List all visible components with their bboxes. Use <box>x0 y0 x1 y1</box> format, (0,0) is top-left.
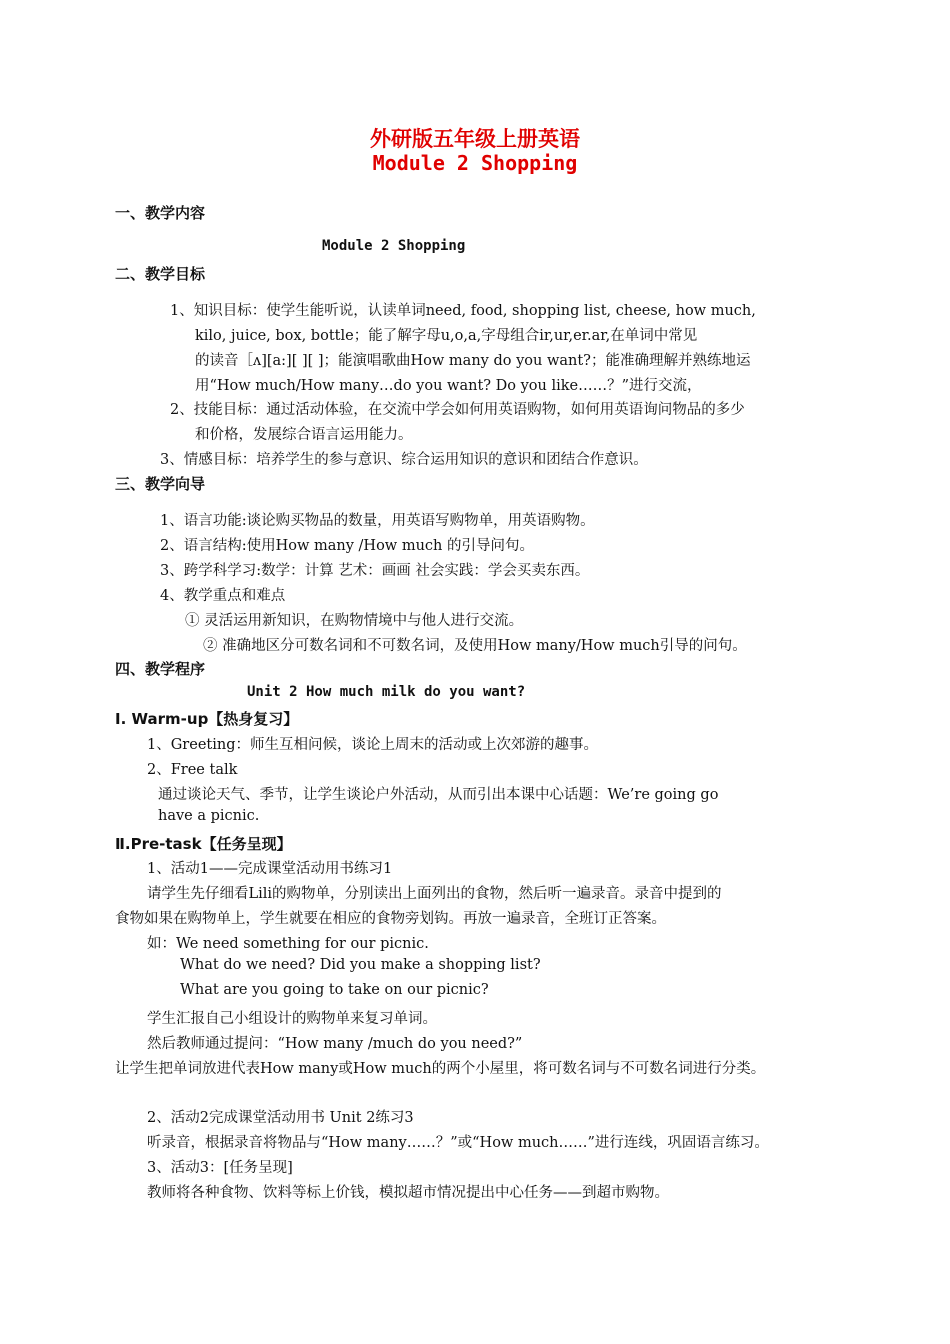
pretask-line: 如：We need something for our picnic. <box>147 936 429 952</box>
part-heading-pretask: Ⅱ.Pre-task【任务呈现】 <box>115 835 292 853</box>
unit-title: Unit 2 How much milk do you want? <box>247 684 526 700</box>
goal-line: 3、情感目标：培养学生的参与意识、综合运用知识的意识和团结合作意识。 <box>160 452 648 468</box>
warmup-line: 通过谈论天气、季节，让学生谈论户外活动，从而引出本课中心话题：We’re going go <box>158 787 719 803</box>
goal-line: 用“How much/How many…do you want? Do you like……？”进行交流， <box>195 378 702 394</box>
warmup-line: 2、Free talk <box>147 762 238 778</box>
section-heading-content: 一、教学内容 <box>115 204 206 222</box>
pretask-line: 学生汇报自己小组设计的购物单来复习单词。 <box>147 1011 437 1027</box>
goal-line: 和价格，发展综合语言运用能力。 <box>195 427 413 443</box>
goal-line: kilo, juice, box, bottle；能了解字母u,o,a,字母组合ir,ur,er.ar,在单词中常见 <box>195 328 698 344</box>
pretask-line: 让学生把单词放进代表How many或How much的两个小屋里，将可数名词与不可数名词进行分类。 <box>115 1061 766 1077</box>
pretask-line: 食物如果在购物单上，学生就要在相应的食物旁划钩。再放一遍录音，全班订正答案。 <box>115 911 666 927</box>
guide-line: ② 准确地区分可数名词和不可数名词，及使用How many/How much引导的问句。 <box>203 638 747 654</box>
pretask-line: 请学生先仔细看Lili的购物单，分别读出上面列出的食物，然后听一遍录音。录音中提到的 <box>147 886 722 902</box>
section-heading-goals: 二、教学目标 <box>115 265 206 283</box>
document-title-chinese: 外研版五年级上册英语 <box>370 126 580 151</box>
pretask-line: 然后教师通过提问：“How many /much do you need?” <box>147 1036 523 1052</box>
document-title-module: Module 2 Shopping <box>372 151 578 175</box>
guide-line: 4、教学重点和难点 <box>160 588 286 604</box>
section-heading-procedure: 四、教学程序 <box>115 660 206 678</box>
pretask-line: 3、活动3：[任务呈现] <box>147 1160 293 1176</box>
pretask-line: 2、活动2完成课堂活动用书 Unit 2练习3 <box>147 1110 414 1126</box>
goal-line: 1、知识目标：使学生能听说，认读单词need, food, shopping list, cheese, how much, <box>170 303 756 319</box>
goal-line: 的读音［ʌ][a:][ ][ ]；能演唱歌曲How many do you want?；能准确理解并熟练地运 <box>195 353 751 369</box>
warmup-line: have a picnic. <box>158 808 260 824</box>
module-name: Module 2 Shopping <box>322 238 466 254</box>
guide-line: ① 灵活运用新知识，在购物情境中与他人进行交流。 <box>185 613 524 629</box>
pretask-line: What are you going to take on our picnic? <box>180 982 489 998</box>
pretask-line: 1、活动1——完成课堂活动用书练习1 <box>147 861 393 877</box>
pretask-line: What do we need? Did you make a shopping list? <box>180 957 541 973</box>
guide-line: 3、跨学科学习:数学：计算 艺术：画画 社会实践：学会买卖东西。 <box>160 563 590 579</box>
part-heading-warmup: Ⅰ. Warm-up【热身复习】 <box>115 710 299 728</box>
goal-line: 2、技能目标：通过活动体验，在交流中学会如何用英语购物，如何用英语询问物品的多少 <box>170 402 745 418</box>
guide-line: 2、语言结构:使用How many /How much 的引导问句。 <box>160 538 534 554</box>
warmup-line: 1、Greeting：师生互相问候，谈论上周末的活动或上次郊游的趣事。 <box>147 737 598 753</box>
section-heading-guide: 三、教学向导 <box>115 475 206 493</box>
pretask-line: 听录音，根据录音将物品与“How many……？”或“How much……”进行连线，巩固语言练习。 <box>147 1135 769 1151</box>
pretask-line: 教师将各种食物、饮料等标上价钱，模拟超市情况提出中心任务——到超市购物。 <box>147 1185 669 1201</box>
guide-line: 1、语言功能:谈论购买物品的数量，用英语写购物单，用英语购物。 <box>160 513 595 529</box>
